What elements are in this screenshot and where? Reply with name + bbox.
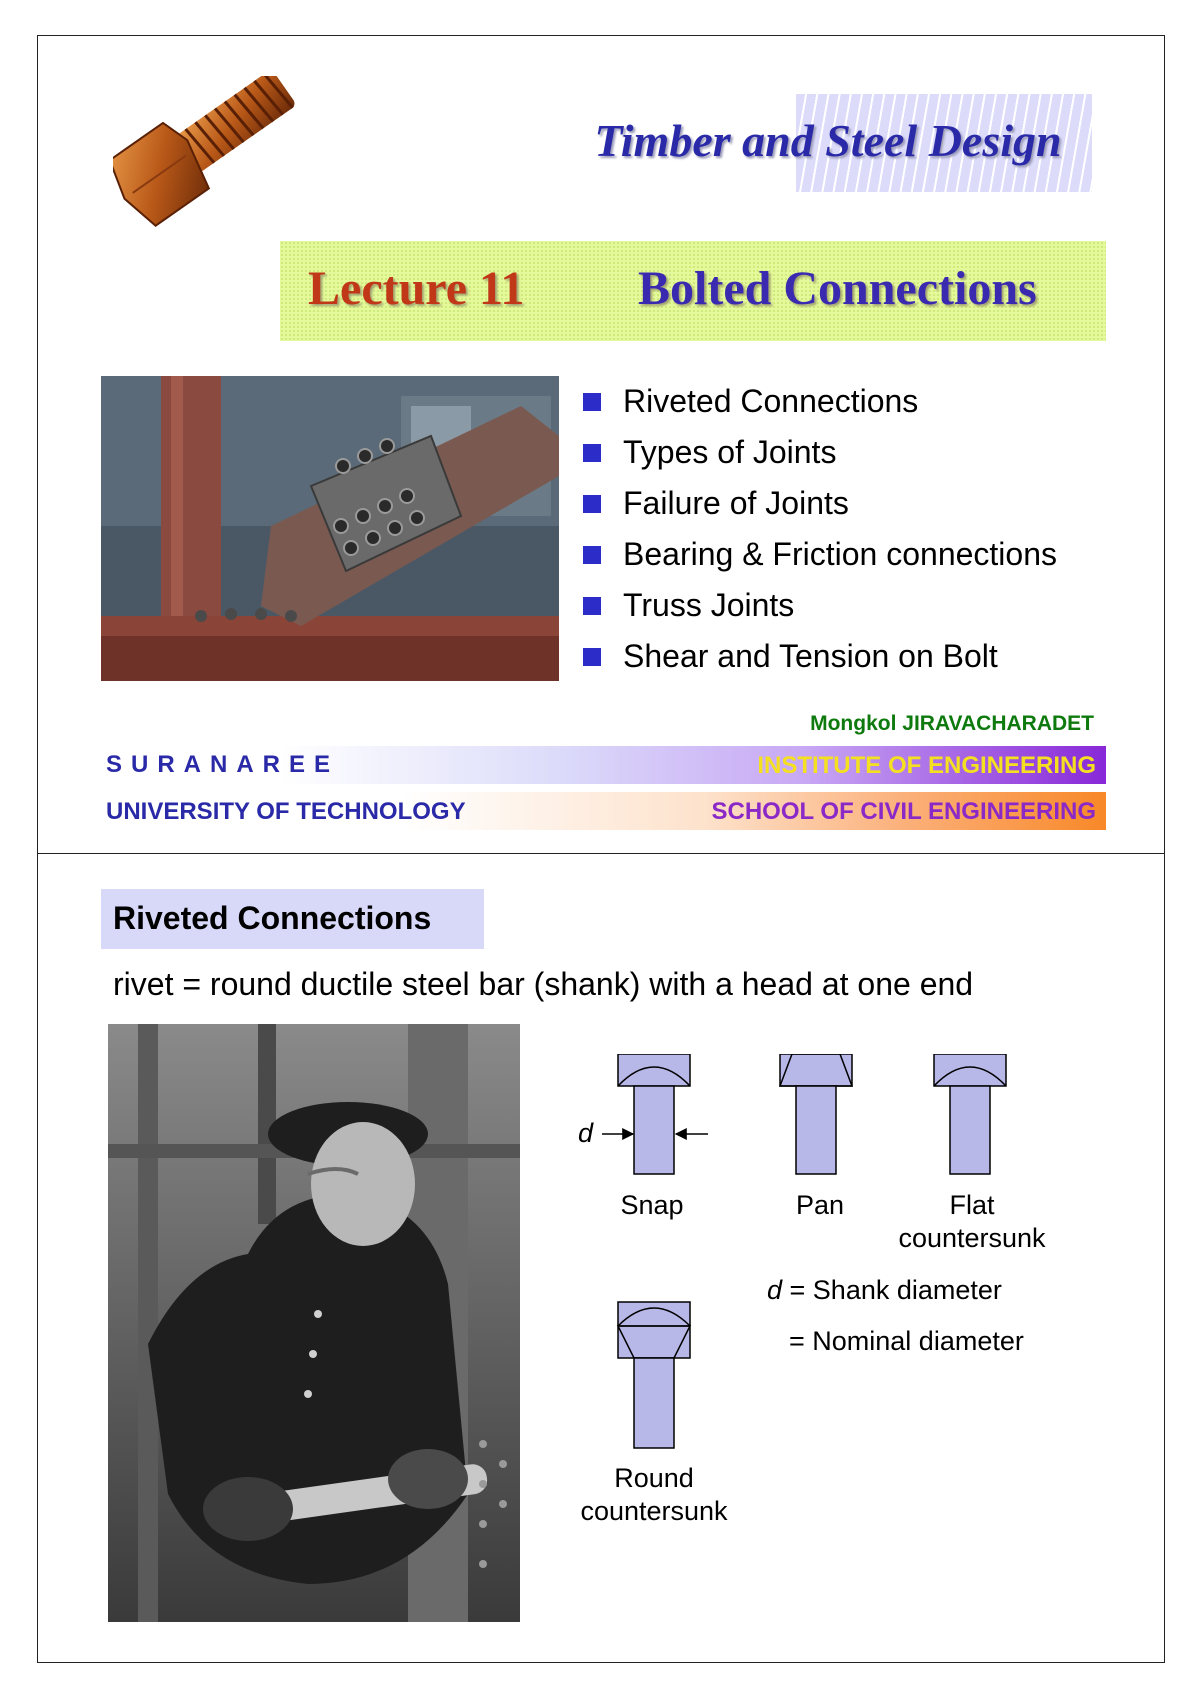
course-title: Timber and Steel Design [594, 115, 1062, 166]
title-slide [37, 35, 1165, 855]
steel-connection-photo [101, 376, 559, 681]
dimension-d-label: d [578, 1118, 594, 1148]
nominal-diameter-definition: = Nominal diameter [789, 1326, 1024, 1356]
rivet-label-snap: Snap [620, 1190, 684, 1220]
topic-text: Truss Joints [623, 587, 795, 623]
list-item [583, 534, 1057, 585]
square-bullet-icon [583, 597, 601, 615]
institute-name: INSTITUTE OF ENGINEERING [757, 752, 1096, 779]
topic-text: Types of Joints [623, 434, 837, 470]
rivet-label-round-countersunk-line2: countersunk [580, 1496, 728, 1526]
topic-text: Riveted Connections [623, 383, 919, 419]
topic-text: Failure of Joints [623, 485, 849, 521]
list-item [583, 483, 1057, 534]
shank-diameter-text: = Shank diameter [782, 1275, 1002, 1305]
square-bullet-icon [583, 648, 601, 666]
list-item [583, 585, 1057, 636]
topic-text: Shear and Tension on Bolt [623, 638, 998, 674]
shank-diameter-definition [767, 1275, 1002, 1306]
rivet-label-flat-countersunk-line2: countersunk [898, 1223, 1046, 1253]
lecture-number: Lecture 11 [308, 262, 525, 315]
lecture-topic: Bolted Connections [638, 262, 1037, 315]
author-name: Mongkol JIRAVACHARADET [810, 712, 1094, 735]
rivet-types-diagram [558, 1054, 1118, 1574]
university-name-line1: SURANAREE [106, 751, 340, 778]
square-bullet-icon [583, 444, 601, 462]
rivet-definition: rivet = round ductile steel bar (shank) with a head at one end [113, 966, 974, 1002]
school-name: SCHOOL OF CIVIL ENGINEERING [711, 798, 1096, 825]
riveter-worker-photo [108, 1024, 520, 1622]
rivet-label-pan: Pan [795, 1190, 845, 1220]
square-bullet-icon [583, 546, 601, 564]
square-bullet-icon [583, 393, 601, 411]
list-item [583, 636, 1057, 687]
topic-list [583, 381, 1057, 687]
bolt-icon [113, 76, 328, 256]
list-item [583, 432, 1057, 483]
square-bullet-icon [583, 495, 601, 513]
university-name-line2: UNIVERSITY OF TECHNOLOGY [106, 798, 466, 825]
snap-rivet [578, 1054, 708, 1220]
round-countersunk-rivet [580, 1302, 728, 1526]
rivet-label-round-countersunk-line1: Round [614, 1463, 694, 1493]
d-symbol: d [767, 1275, 783, 1305]
riveted-connections-slide [37, 853, 1165, 1663]
list-item [583, 381, 1057, 432]
rivet-label-flat-countersunk-line1: Flat [949, 1190, 995, 1220]
section-title: Riveted Connections [113, 900, 432, 936]
pan-rivet [780, 1054, 852, 1220]
flat-countersunk-rivet [898, 1054, 1046, 1253]
topic-text: Bearing & Friction connections [623, 536, 1057, 572]
